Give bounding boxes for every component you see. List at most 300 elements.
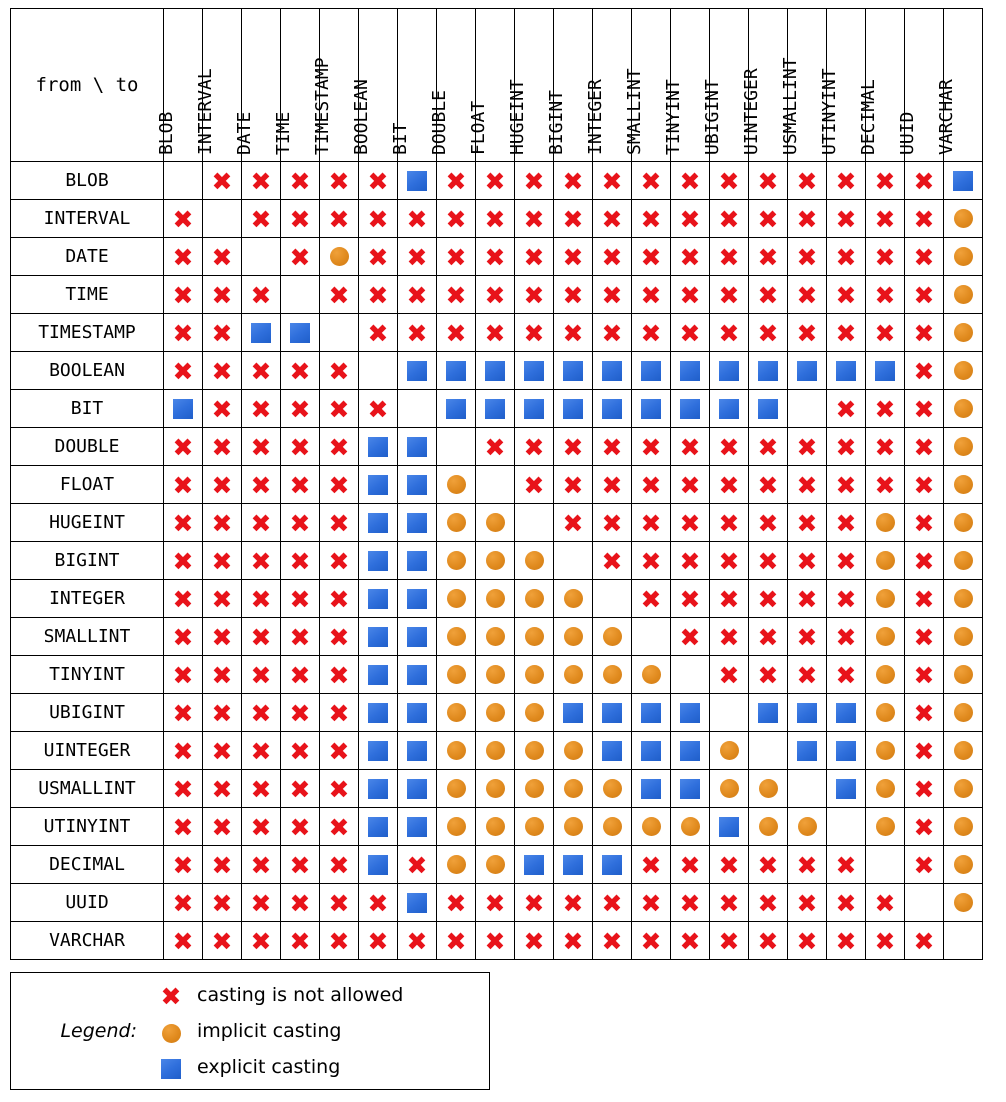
matrix-header-row xyxy=(11,9,983,162)
circle-icon xyxy=(876,627,895,646)
x-icon: ✖ xyxy=(328,927,350,956)
x-icon: ✖ xyxy=(523,889,545,918)
matrix-body xyxy=(11,162,983,960)
square-icon xyxy=(524,399,544,419)
x-icon: ✖ xyxy=(640,509,662,538)
matrix-cell xyxy=(242,428,281,466)
circle-icon xyxy=(876,703,895,722)
matrix-cell xyxy=(281,162,320,200)
square-icon xyxy=(680,741,700,761)
matrix-cell xyxy=(398,884,437,922)
circle-icon xyxy=(954,399,973,418)
square-icon xyxy=(151,1057,191,1077)
x-icon: ✖ xyxy=(211,433,233,462)
matrix-cell xyxy=(554,162,593,200)
matrix-cell xyxy=(554,694,593,732)
x-icon: ✖ xyxy=(757,661,779,690)
matrix-cell xyxy=(515,466,554,504)
x-icon: ✖ xyxy=(328,737,350,766)
legend-entry-label: implicit casting xyxy=(197,1020,342,1042)
matrix-row xyxy=(11,618,983,656)
matrix-cell xyxy=(632,884,671,922)
matrix-cell xyxy=(320,466,359,504)
matrix-cell xyxy=(203,846,242,884)
matrix-cell xyxy=(515,162,554,200)
circle-icon xyxy=(330,247,349,266)
matrix-cell xyxy=(437,428,476,466)
x-icon: ✖ xyxy=(562,243,584,272)
x-icon: ✖ xyxy=(601,547,623,576)
x-icon: ✖ xyxy=(874,243,896,272)
matrix-cell xyxy=(788,656,827,694)
x-icon: ✖ xyxy=(835,205,857,234)
matrix-cell xyxy=(866,808,905,846)
x-icon: ✖ xyxy=(406,927,428,956)
square-icon xyxy=(836,779,856,799)
circle-icon xyxy=(564,627,583,646)
matrix-cell xyxy=(593,504,632,542)
matrix-cell xyxy=(359,314,398,352)
circle-icon xyxy=(564,741,583,760)
circle-icon xyxy=(720,779,739,798)
matrix-cell xyxy=(593,542,632,580)
matrix-cell xyxy=(788,504,827,542)
matrix-cell xyxy=(827,580,866,618)
matrix-cell xyxy=(788,770,827,808)
square-icon xyxy=(602,703,622,723)
x-icon: ✖ xyxy=(523,927,545,956)
matrix-cell xyxy=(281,808,320,846)
matrix-cell xyxy=(749,656,788,694)
matrix-cell xyxy=(866,656,905,694)
x-icon: ✖ xyxy=(718,433,740,462)
matrix-row xyxy=(11,846,983,884)
x-icon: ✖ xyxy=(757,319,779,348)
x-icon: ✖ xyxy=(874,319,896,348)
x-icon: ✖ xyxy=(835,547,857,576)
matrix-cell xyxy=(320,352,359,390)
square-icon xyxy=(563,399,583,419)
x-icon: ✖ xyxy=(172,585,194,614)
matrix-cell xyxy=(515,390,554,428)
x-icon: ✖ xyxy=(796,623,818,652)
x-icon: ✖ xyxy=(796,167,818,196)
matrix-column-header-label: BIT xyxy=(390,122,411,155)
matrix-cell xyxy=(866,732,905,770)
matrix-cell xyxy=(593,846,632,884)
x-icon: ✖ xyxy=(289,699,311,728)
matrix-cell xyxy=(554,504,593,542)
x-icon: ✖ xyxy=(484,281,506,310)
matrix-cell xyxy=(164,504,203,542)
matrix-cell xyxy=(164,922,203,960)
x-icon: ✖ xyxy=(367,167,389,196)
circle-icon xyxy=(447,703,466,722)
square-icon xyxy=(641,741,661,761)
x-icon: ✖ xyxy=(757,243,779,272)
x-icon: ✖ xyxy=(250,281,272,310)
matrix-cell xyxy=(749,390,788,428)
square-icon xyxy=(407,627,427,647)
matrix-cell xyxy=(359,694,398,732)
matrix-cell xyxy=(437,238,476,276)
matrix-cell xyxy=(788,238,827,276)
matrix-cell xyxy=(476,580,515,618)
x-icon: ✖ xyxy=(172,547,194,576)
x-icon: ✖ xyxy=(367,889,389,918)
x-icon: ✖ xyxy=(211,813,233,842)
matrix-row-header: USMALLINT xyxy=(11,770,164,808)
matrix-cell xyxy=(866,162,905,200)
circle-icon xyxy=(525,779,544,798)
matrix-column-header-label: FLOAT xyxy=(468,100,489,155)
matrix-cell xyxy=(632,428,671,466)
x-icon: ✖ xyxy=(211,699,233,728)
x-icon: ✖ xyxy=(367,395,389,424)
matrix-cell xyxy=(827,656,866,694)
matrix-cell xyxy=(515,694,554,732)
matrix-cell xyxy=(554,846,593,884)
matrix-cell xyxy=(866,770,905,808)
matrix-cell xyxy=(398,732,437,770)
matrix-cell xyxy=(437,162,476,200)
matrix-cell xyxy=(203,618,242,656)
matrix-cell xyxy=(749,162,788,200)
matrix-cell xyxy=(749,314,788,352)
x-icon: ✖ xyxy=(250,547,272,576)
x-icon: ✖ xyxy=(679,851,701,880)
matrix-cell xyxy=(476,732,515,770)
matrix-cell xyxy=(944,352,983,390)
matrix-cell xyxy=(710,808,749,846)
matrix-cell xyxy=(281,466,320,504)
circle-icon xyxy=(954,703,973,722)
matrix-cell xyxy=(164,656,203,694)
x-icon: ✖ xyxy=(211,737,233,766)
matrix-cell xyxy=(866,504,905,542)
x-icon: ✖ xyxy=(874,395,896,424)
matrix-cell xyxy=(242,162,281,200)
x-icon: ✖ xyxy=(211,851,233,880)
circle-icon xyxy=(525,589,544,608)
x-icon: ✖ xyxy=(289,471,311,500)
matrix-row-header: BOOLEAN xyxy=(11,352,164,390)
x-icon: ✖ xyxy=(406,319,428,348)
x-icon: ✖ xyxy=(289,585,311,614)
matrix-cell xyxy=(749,694,788,732)
matrix-cell xyxy=(203,162,242,200)
x-icon: ✖ xyxy=(835,471,857,500)
matrix-cell xyxy=(671,922,710,960)
matrix-cell xyxy=(749,732,788,770)
matrix-cell xyxy=(671,770,710,808)
matrix-cell xyxy=(281,884,320,922)
x-icon: ✖ xyxy=(601,319,623,348)
matrix-cell xyxy=(203,200,242,238)
matrix-cell xyxy=(476,504,515,542)
matrix-cell xyxy=(671,846,710,884)
matrix-cell xyxy=(671,656,710,694)
matrix-row-header: DECIMAL xyxy=(11,846,164,884)
matrix-cell xyxy=(827,200,866,238)
square-icon xyxy=(407,817,427,837)
matrix-cell xyxy=(476,390,515,428)
matrix-cell xyxy=(593,352,632,390)
matrix-row-header: DATE xyxy=(11,238,164,276)
matrix-cell xyxy=(242,314,281,352)
matrix-cell xyxy=(593,314,632,352)
matrix-cell xyxy=(827,352,866,390)
x-icon: ✖ xyxy=(250,889,272,918)
matrix-cell xyxy=(203,922,242,960)
matrix-column-header-label: USMALLINT xyxy=(780,57,801,155)
matrix-cell xyxy=(788,808,827,846)
x-icon: ✖ xyxy=(445,243,467,272)
x-icon: ✖ xyxy=(445,167,467,196)
matrix-cell xyxy=(788,466,827,504)
x-icon: ✖ xyxy=(250,167,272,196)
matrix-cell xyxy=(710,580,749,618)
circle-icon xyxy=(876,513,895,532)
matrix-cell xyxy=(788,694,827,732)
matrix-cell xyxy=(905,352,944,390)
matrix-cell xyxy=(710,466,749,504)
matrix-cell xyxy=(476,770,515,808)
matrix-cell xyxy=(398,618,437,656)
x-icon: ✖ xyxy=(835,661,857,690)
square-icon xyxy=(641,703,661,723)
matrix-cell xyxy=(476,922,515,960)
matrix-cell xyxy=(632,542,671,580)
x-icon: ✖ xyxy=(172,433,194,462)
square-icon xyxy=(368,665,388,685)
matrix-cell xyxy=(437,542,476,580)
matrix-cell xyxy=(827,314,866,352)
x-icon: ✖ xyxy=(562,889,584,918)
matrix-cell xyxy=(476,466,515,504)
matrix-cell xyxy=(749,846,788,884)
matrix-cell xyxy=(671,732,710,770)
matrix-cell xyxy=(905,580,944,618)
matrix-cell xyxy=(242,276,281,314)
matrix-cell xyxy=(437,770,476,808)
matrix-cell xyxy=(242,504,281,542)
matrix-cell xyxy=(515,542,554,580)
matrix-column-header-label: TINYINT xyxy=(663,79,684,155)
x-icon: ✖ xyxy=(913,205,935,234)
x-icon: ✖ xyxy=(367,319,389,348)
matrix-cell xyxy=(164,162,203,200)
matrix-cell xyxy=(671,428,710,466)
square-icon xyxy=(563,703,583,723)
matrix-row-header: UUID xyxy=(11,884,164,922)
x-icon: ✖ xyxy=(250,737,272,766)
matrix-cell xyxy=(359,618,398,656)
matrix-cell xyxy=(944,846,983,884)
matrix-cell xyxy=(905,542,944,580)
matrix-cell xyxy=(671,694,710,732)
x-icon: ✖ xyxy=(445,205,467,234)
matrix-cell xyxy=(359,732,398,770)
x-icon: ✖ xyxy=(562,319,584,348)
square-icon xyxy=(173,399,193,419)
x-icon: ✖ xyxy=(172,699,194,728)
x-icon: ✖ xyxy=(523,243,545,272)
matrix-cell xyxy=(710,656,749,694)
matrix-cell xyxy=(515,238,554,276)
matrix-cell xyxy=(320,618,359,656)
matrix-row xyxy=(11,428,983,466)
x-icon: ✖ xyxy=(796,243,818,272)
matrix-cell xyxy=(749,808,788,846)
matrix-cell xyxy=(476,162,515,200)
x-icon: ✖ xyxy=(445,319,467,348)
circle-icon xyxy=(525,551,544,570)
matrix-cell xyxy=(671,390,710,428)
matrix-cell xyxy=(788,390,827,428)
matrix-cell xyxy=(632,504,671,542)
x-icon: ✖ xyxy=(913,395,935,424)
x-icon: ✖ xyxy=(484,319,506,348)
x-icon: ✖ xyxy=(913,167,935,196)
matrix-cell xyxy=(242,542,281,580)
x-icon: ✖ xyxy=(445,927,467,956)
matrix-column-header-label: UINTEGER xyxy=(741,68,762,155)
matrix-cell xyxy=(398,314,437,352)
matrix-cell xyxy=(632,390,671,428)
matrix-cell xyxy=(515,352,554,390)
matrix-cell xyxy=(905,504,944,542)
x-icon: ✖ xyxy=(874,927,896,956)
x-icon: ✖ xyxy=(211,167,233,196)
x-icon: ✖ xyxy=(601,281,623,310)
matrix-cell xyxy=(281,390,320,428)
matrix-cell xyxy=(671,352,710,390)
x-icon: ✖ xyxy=(757,509,779,538)
x-icon: ✖ xyxy=(289,851,311,880)
matrix-cell xyxy=(749,238,788,276)
square-icon xyxy=(641,399,661,419)
matrix-row-header: UBIGINT xyxy=(11,694,164,732)
x-icon: ✖ xyxy=(250,775,272,804)
legend-entry xyxy=(151,1053,403,1081)
matrix-cell xyxy=(515,618,554,656)
matrix-row xyxy=(11,770,983,808)
matrix-cell xyxy=(281,314,320,352)
matrix-cell xyxy=(476,808,515,846)
circle-icon xyxy=(603,779,622,798)
matrix-cell xyxy=(359,276,398,314)
x-icon: ✖ xyxy=(289,737,311,766)
matrix-cell xyxy=(359,542,398,580)
matrix-cell xyxy=(359,846,398,884)
matrix-cell xyxy=(554,352,593,390)
matrix-cell xyxy=(632,466,671,504)
x-icon: ✖ xyxy=(211,509,233,538)
x-icon: ✖ xyxy=(523,167,545,196)
x-icon: ✖ xyxy=(211,243,233,272)
matrix-cell xyxy=(164,732,203,770)
x-icon: ✖ xyxy=(523,281,545,310)
matrix-cell xyxy=(827,542,866,580)
x-icon: ✖ xyxy=(913,281,935,310)
matrix-row xyxy=(11,922,983,960)
matrix-cell xyxy=(476,846,515,884)
matrix-column-header-label: DOUBLE xyxy=(429,89,450,155)
x-icon: ✖ xyxy=(328,699,350,728)
legend-entry xyxy=(151,981,403,1009)
matrix-cell xyxy=(710,542,749,580)
circle-icon xyxy=(954,627,973,646)
x-icon: ✖ xyxy=(757,433,779,462)
matrix-cell xyxy=(749,352,788,390)
matrix-cell xyxy=(593,732,632,770)
x-icon: ✖ xyxy=(250,927,272,956)
matrix-row-header: INTEGER xyxy=(11,580,164,618)
x-icon: ✖ xyxy=(601,205,623,234)
matrix-cell xyxy=(710,352,749,390)
circle-icon xyxy=(642,665,661,684)
matrix-cell xyxy=(515,884,554,922)
matrix-cell xyxy=(671,276,710,314)
matrix-cell xyxy=(710,694,749,732)
matrix-cell xyxy=(749,618,788,656)
matrix-row xyxy=(11,504,983,542)
matrix-cell xyxy=(320,276,359,314)
matrix-cell xyxy=(866,846,905,884)
x-icon: ✖ xyxy=(250,433,272,462)
circle-icon xyxy=(564,817,583,836)
x-icon: ✖ xyxy=(718,661,740,690)
x-icon: ✖ xyxy=(289,357,311,386)
x-icon: ✖ xyxy=(913,813,935,842)
matrix-cell xyxy=(905,314,944,352)
matrix-cell xyxy=(593,808,632,846)
matrix-cell xyxy=(281,656,320,694)
x-icon: ✖ xyxy=(328,775,350,804)
x-icon: ✖ xyxy=(835,889,857,918)
matrix-cell xyxy=(944,656,983,694)
matrix-cell xyxy=(788,200,827,238)
matrix-cell xyxy=(944,428,983,466)
matrix-cell xyxy=(827,618,866,656)
matrix-cell xyxy=(866,390,905,428)
matrix-cell xyxy=(359,162,398,200)
matrix-cell xyxy=(866,352,905,390)
x-icon: ✖ xyxy=(679,433,701,462)
x-icon: ✖ xyxy=(484,889,506,918)
square-icon xyxy=(641,361,661,381)
matrix-cell xyxy=(164,846,203,884)
matrix-cell xyxy=(242,808,281,846)
square-icon xyxy=(680,703,700,723)
x-icon: ✖ xyxy=(640,167,662,196)
matrix-row xyxy=(11,884,983,922)
matrix-cell xyxy=(944,200,983,238)
circle-icon xyxy=(603,627,622,646)
matrix-cell xyxy=(944,238,983,276)
matrix-header xyxy=(11,9,983,162)
matrix-cell xyxy=(437,200,476,238)
circle-icon xyxy=(954,475,973,494)
matrix-cell xyxy=(515,504,554,542)
matrix-cell xyxy=(476,276,515,314)
matrix-row-header: BLOB xyxy=(11,162,164,200)
matrix-cell xyxy=(593,428,632,466)
matrix-cell xyxy=(710,618,749,656)
matrix-cell xyxy=(164,694,203,732)
matrix-cell xyxy=(398,276,437,314)
